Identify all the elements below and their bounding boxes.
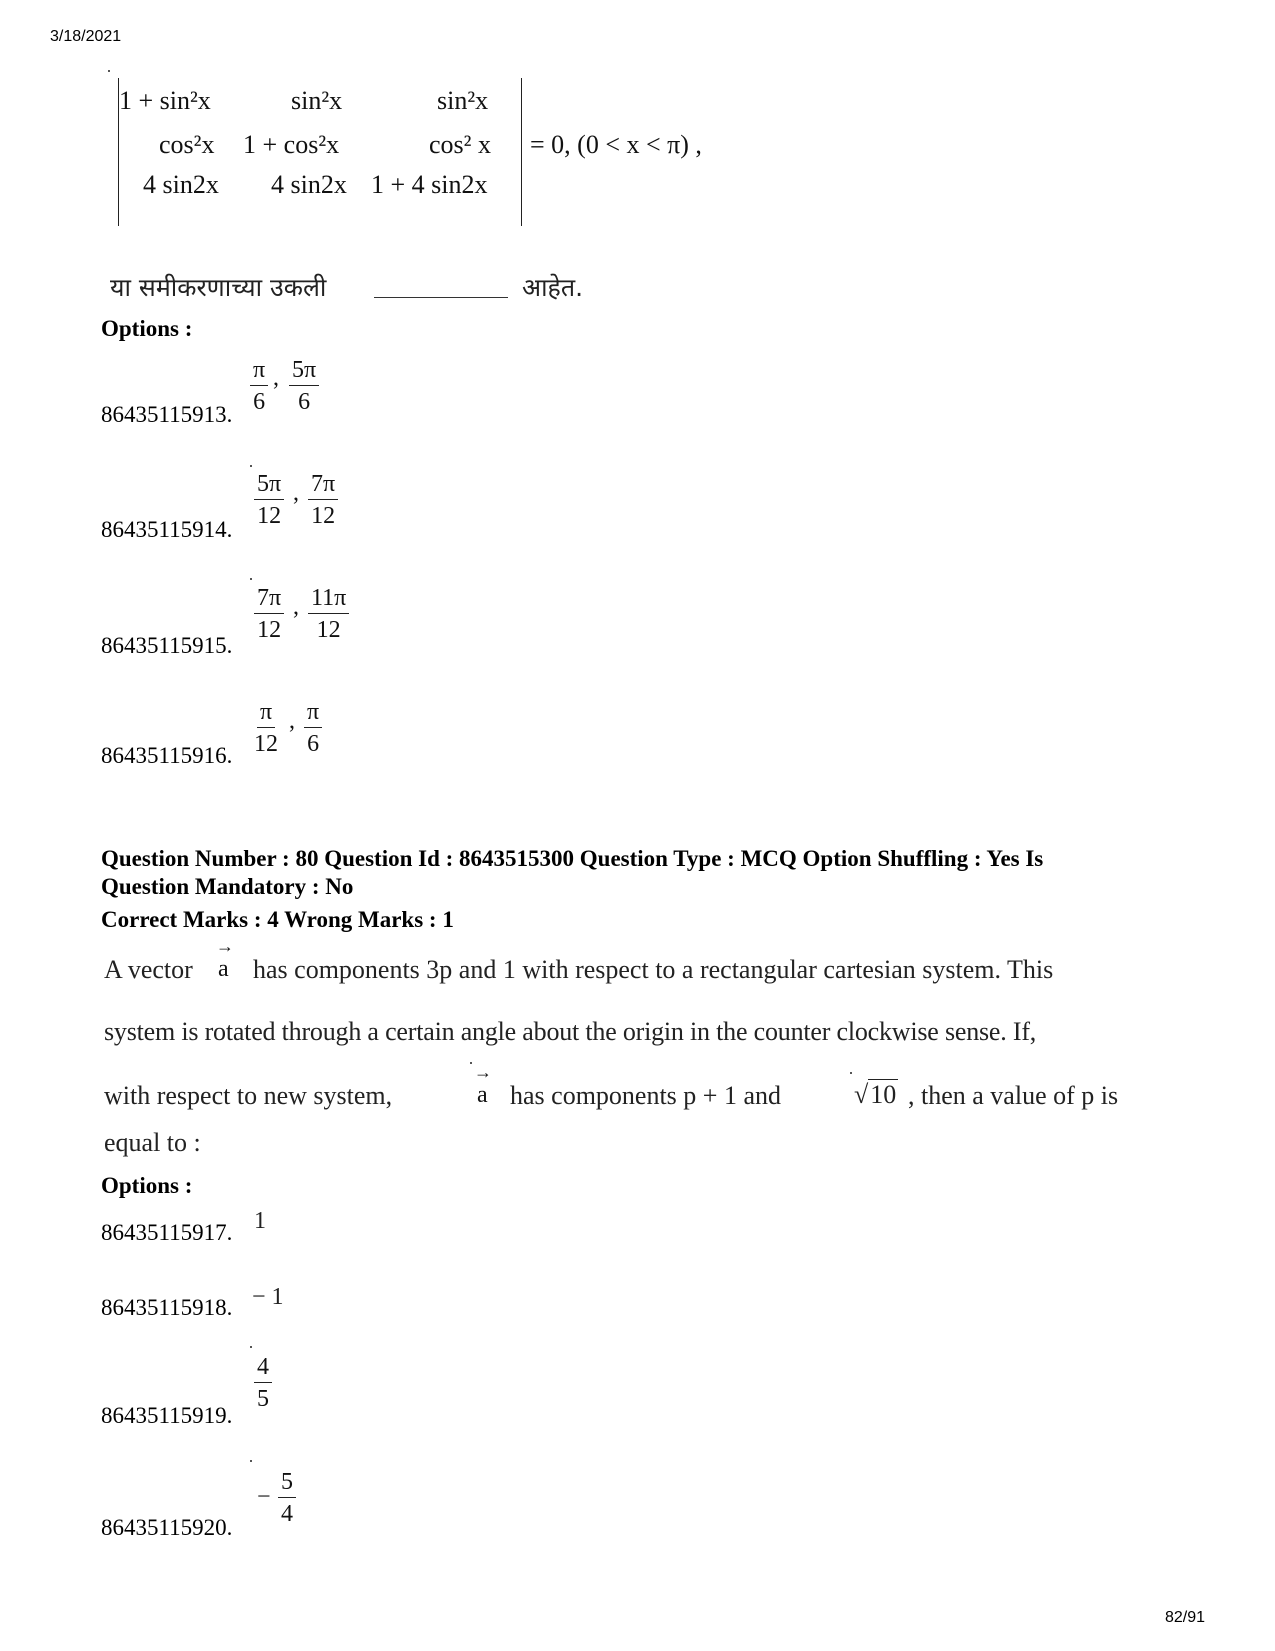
- matrix-cell-r3c3: 1 + 4 sin2x: [371, 170, 488, 199]
- matrix-cell-r3c1: 4 sin2x: [143, 170, 219, 199]
- option-value: 1: [254, 1208, 266, 1234]
- marathi-question-text: या समीकरणाच्या उकली: [110, 273, 327, 302]
- page-number: 82/91: [1165, 1609, 1206, 1626]
- option-fraction: $\frac{5\pi}{12}$: [254, 472, 284, 528]
- option-id: 86435115913.: [101, 402, 233, 427]
- matrix-cell-r3c2: 4 sin2x: [271, 170, 347, 199]
- matrix-cell-r1c2: sin²x: [291, 86, 343, 115]
- option-fraction: $\frac{\pi}{6}$: [304, 700, 322, 756]
- option-id: 86435115918.: [101, 1295, 233, 1320]
- matrix-cell-r1c1: 1 + sin²x: [119, 86, 211, 115]
- question-text-line: system is rotated through a certain angle about the origin in the counter clockwise sense. If,: [104, 1017, 1037, 1046]
- matrix-cell-r1c3: sin²x: [437, 86, 489, 115]
- question-text-line: has components 3p and 1 with respect to a rectangular cartesian system. This: [253, 955, 1054, 984]
- option-sign: −: [257, 1484, 271, 1510]
- option-id: 86435115919.: [101, 1403, 233, 1428]
- vector-a: a: [218, 956, 229, 982]
- option-fraction: $\frac{5}{4}$: [278, 1470, 296, 1526]
- option-id: 86435115916.: [101, 743, 233, 768]
- question-text-line: with respect to new system,: [104, 1081, 393, 1110]
- option-id: 86435115917.: [101, 1220, 233, 1245]
- options-label-q80: Options :: [101, 1173, 193, 1198]
- question-meta-line: Question Number : 80 Question Id : 8643515300 Question Type : MCQ Option Shuffling : Yes Is: [101, 846, 1044, 871]
- equation-suffix: = 0, (0 < x < π) ,: [530, 130, 702, 159]
- vector-arrow: →: [474, 1062, 492, 1082]
- option-value: − 1: [252, 1284, 284, 1310]
- question-text-line: has components p + 1 and: [510, 1081, 782, 1110]
- option-fraction: $\frac{11\pi}{12}$: [308, 586, 349, 642]
- option-fraction: $\frac{7\pi}{12}$: [308, 472, 338, 528]
- question-text-line: equal to :: [104, 1128, 201, 1157]
- marathi-question-suffix: आहेत.: [522, 273, 584, 302]
- option-fraction: $\frac{\pi}{12}$: [254, 699, 278, 757]
- sqrt-icon: √: [854, 1080, 869, 1109]
- option-id: 86435115915.: [101, 633, 233, 658]
- sqrt-radicand: 10: [870, 1080, 897, 1109]
- vector-a: a: [477, 1082, 488, 1108]
- sqrt-expression: [854, 1080, 898, 1110]
- question-text-line: , then a value of p is: [908, 1081, 1119, 1110]
- option-id: 86435115914.: [101, 517, 233, 542]
- matrix-cell-r2c2: 1 + cos²x: [243, 130, 340, 159]
- vector-arrow: →: [216, 936, 234, 956]
- option-fraction: $\frac{7\pi}{12}$: [254, 586, 284, 642]
- matrix-cell-r2c3: cos² x: [429, 130, 491, 159]
- print-date: 3/18/2021: [50, 28, 122, 45]
- question-mandatory-line: Question Mandatory : No: [101, 874, 354, 899]
- answer-blank: [374, 297, 508, 298]
- option-fraction: $\frac{4}{5}$: [254, 1355, 272, 1411]
- determinant-matrix: [118, 78, 522, 226]
- option-id: 86435115920.: [101, 1515, 233, 1540]
- option-fraction: $\frac{\pi}{6}$: [250, 358, 268, 414]
- question-text-line: A vector: [104, 955, 193, 984]
- option-fraction: $\frac{5\pi}{6}$: [289, 358, 319, 414]
- options-label-q79: Options :: [101, 316, 193, 341]
- marks-line: Correct Marks : 4 Wrong Marks : 1: [101, 907, 454, 932]
- matrix-cell-r2c1: cos²x: [159, 130, 215, 159]
